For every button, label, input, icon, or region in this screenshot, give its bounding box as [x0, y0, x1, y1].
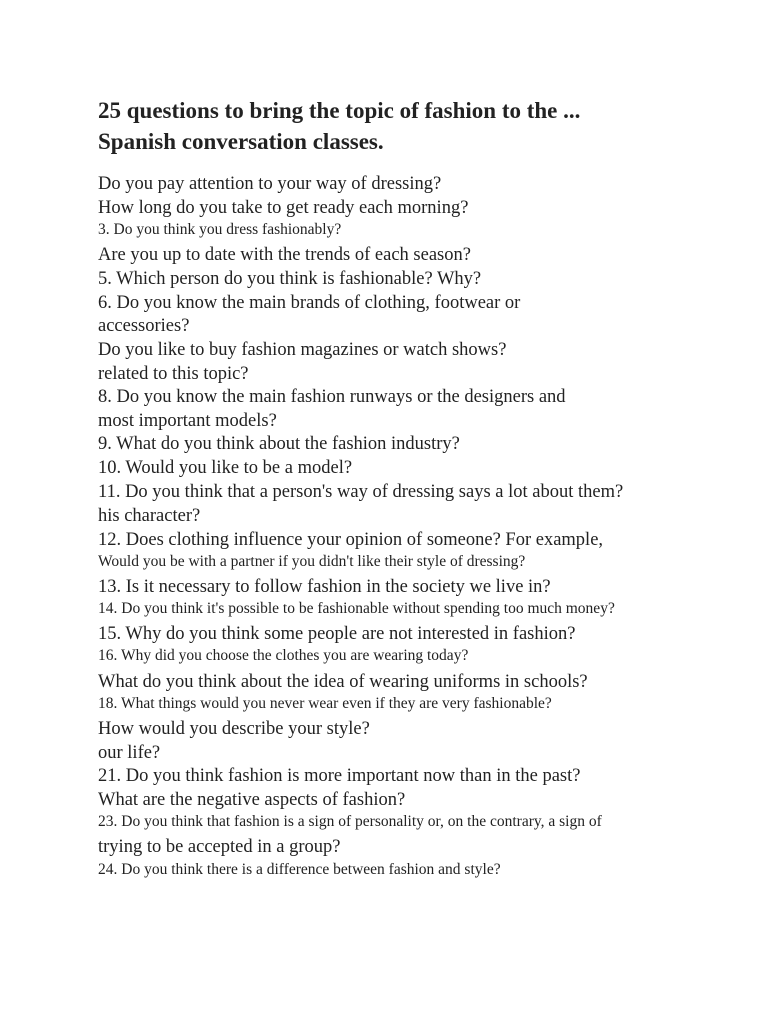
title-line-2: Spanish conversation classes. — [98, 129, 384, 154]
title-line-1: 25 questions to bring the topic of fashion to the ... — [98, 98, 581, 123]
question-line: 18. What things would you never wear even if they are very fashionable? — [98, 695, 552, 712]
question-line: Do you like to buy fashion magazines or watch shows? — [98, 340, 507, 360]
question-line: How would you describe your style? — [98, 719, 370, 739]
question-line: 6. Do you know the main brands of clothing, footwear or — [98, 293, 521, 313]
question-line: accessories? — [98, 316, 190, 336]
question-line: 23. Do you think that fashion is a sign of personality or, on the contrary, a sign of — [98, 813, 602, 830]
question-line: 9. What do you think about the fashion industry? — [98, 434, 460, 454]
document-title — [98, 95, 738, 157]
question-line: Are you up to date with the trends of each season? — [98, 245, 471, 265]
question-line: Would you be with a partner if you didn't like their style of dressing? — [98, 553, 526, 570]
question-line: What are the negative aspects of fashion? — [98, 790, 406, 810]
question-line: most important models? — [98, 411, 277, 431]
question-line: 11. Do you think that a person's way of dressing says a lot about them? — [98, 482, 624, 502]
question-line: 16. Why did you choose the clothes you are wearing today? — [98, 647, 469, 664]
question-line: our life? — [98, 743, 161, 763]
question-line: 13. Is it necessary to follow fashion in the society we live in? — [98, 577, 551, 597]
question-line: 14. Do you think it's possible to be fashionable without spending too much money? — [98, 600, 615, 617]
question-line: 15. Why do you think some people are not interested in fashion? — [98, 624, 576, 644]
question-line: 21. Do you think fashion is more important now than in the past? — [98, 766, 581, 786]
question-line: 24. Do you think there is a difference between fashion and style? — [98, 861, 501, 878]
question-line: 3. Do you think you dress fashionably? — [98, 221, 342, 238]
question-line: How long do you take to get ready each morning? — [98, 198, 469, 218]
question-line: related to this topic? — [98, 364, 249, 384]
question-line: Do you pay attention to your way of dressing? — [98, 174, 442, 194]
question-line: What do you think about the idea of wearing uniforms in schools? — [98, 672, 588, 692]
question-line: trying to be accepted in a group? — [98, 837, 341, 857]
question-line: 10. Would you like to be a model? — [98, 458, 353, 478]
question-line: 8. Do you know the main fashion runways or the designers and — [98, 387, 566, 407]
question-line: his character? — [98, 506, 201, 526]
question-line: 5. Which person do you think is fashionable? Why? — [98, 269, 482, 289]
question-line: 12. Does clothing influence your opinion of someone? For example, — [98, 530, 604, 550]
